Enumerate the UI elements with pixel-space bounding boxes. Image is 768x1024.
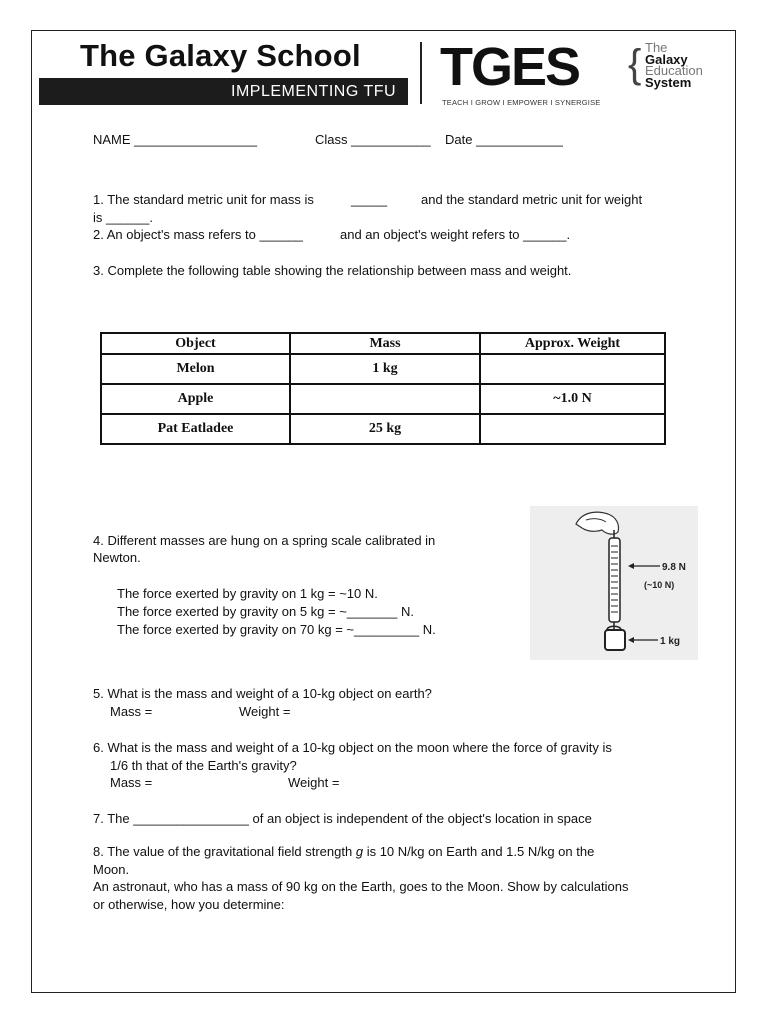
q1-text-b: and the standard metric unit for weight bbox=[421, 192, 643, 207]
q8-line-3: An astronaut, who has a mass of 90 kg on the Earth, goes to the Moon. Show by calculations bbox=[93, 879, 629, 894]
education-system-name bbox=[645, 42, 703, 88]
q4-text-b: Newton. bbox=[93, 550, 141, 565]
q5-weight: Weight = bbox=[239, 704, 291, 719]
q1-blank: _____ bbox=[351, 192, 388, 207]
table-header-row bbox=[101, 333, 665, 354]
q6-mass: Mass = bbox=[110, 775, 153, 790]
q1-text-c: is ______. bbox=[93, 210, 153, 225]
table-row bbox=[101, 384, 665, 414]
q8-line-4: or otherwise, how you determine: bbox=[93, 897, 285, 912]
tagline-bar bbox=[39, 78, 408, 105]
q4-line-2: The force exerted by gravity on 5 kg = ~_______ N. bbox=[117, 604, 415, 619]
q2-text-b: and an object's weight refers to ______. bbox=[340, 227, 571, 242]
q4-line-3: The force exerted by gravity on 70 kg = ~_________ N. bbox=[117, 622, 436, 637]
cell-object: Pat Eatladee bbox=[101, 414, 290, 444]
tges-logo: TGES bbox=[440, 37, 580, 97]
spring-scale-figure bbox=[530, 506, 698, 660]
header-object: Object bbox=[101, 333, 290, 354]
mass-label: 1 kg bbox=[660, 636, 681, 647]
q5-mass: Mass = bbox=[110, 704, 153, 719]
date-field: Date ____________ bbox=[445, 132, 563, 147]
q5-text: 5. What is the mass and weight of a 10-kg object on earth? bbox=[93, 686, 432, 701]
tges-tagline: TEACH I GROW I EMPOWER I SYNERGISE bbox=[442, 98, 601, 107]
q8-line-2: Moon. bbox=[93, 862, 130, 877]
q2-text: 2. An object's mass refers to ______ bbox=[93, 227, 303, 242]
cell-weight bbox=[480, 414, 665, 444]
mass-block bbox=[605, 630, 625, 650]
cell-mass: 1 kg bbox=[290, 354, 480, 384]
ges-word-system: System bbox=[645, 74, 692, 90]
school-name: The Galaxy School bbox=[80, 38, 361, 73]
q6-weight: Weight = bbox=[288, 775, 340, 790]
hand-icon bbox=[576, 512, 619, 534]
cell-object: Melon bbox=[101, 354, 290, 384]
q8-line-1 bbox=[93, 844, 594, 859]
table-row bbox=[101, 354, 665, 384]
header-weight: Approx. Weight bbox=[480, 333, 665, 354]
ges-word-education: Education bbox=[645, 63, 703, 78]
cell-object: Apple bbox=[101, 384, 290, 414]
brace-icon: { bbox=[628, 42, 642, 86]
cell-weight bbox=[480, 354, 665, 384]
ges-word-the: The bbox=[645, 40, 668, 55]
q4-text: 4. Different masses are hung on a spring scale calibrated in bbox=[93, 533, 436, 548]
q1-text: 1. The standard metric unit for mass is bbox=[93, 192, 314, 207]
header-mass: Mass bbox=[290, 333, 480, 354]
scale-body bbox=[609, 538, 620, 622]
q8-text-b: is 10 N/kg on Earth and 1.5 N/kg on the bbox=[366, 844, 595, 859]
table-row bbox=[101, 414, 665, 444]
q6-text-b: 1/6 th that of the Earth's gravity? bbox=[110, 758, 297, 773]
q8-text: 8. The value of the gravitational field strength bbox=[93, 844, 353, 859]
class-field: Class ___________ bbox=[315, 132, 431, 147]
ges-word-galaxy: Galaxy bbox=[645, 51, 688, 67]
tagline: IMPLEMENTING TFU bbox=[231, 83, 397, 100]
mass-weight-table bbox=[100, 332, 666, 445]
header-divider bbox=[420, 42, 422, 104]
q3-text: 3. Complete the following table showing the relationship between mass and weight. bbox=[93, 263, 572, 278]
cell-mass: 25 kg bbox=[290, 414, 480, 444]
g-symbol: g bbox=[355, 844, 364, 859]
cell-weight: ~1.0 N bbox=[480, 384, 665, 414]
name-field: NAME _________________ bbox=[93, 132, 258, 147]
force-label: 9.8 N bbox=[662, 562, 686, 573]
q7-text: 7. The ________________ of an object is independent of the object's location in space bbox=[93, 811, 592, 826]
q4-line-1: The force exerted by gravity on 1 kg = ~10 N. bbox=[117, 586, 378, 601]
approx-label: (~10 N) bbox=[644, 580, 675, 590]
spring-scale-drawing bbox=[530, 506, 698, 660]
q6-text: 6. What is the mass and weight of a 10-kg object on the moon where the force of gravity is bbox=[93, 740, 612, 755]
cell-mass bbox=[290, 384, 480, 414]
